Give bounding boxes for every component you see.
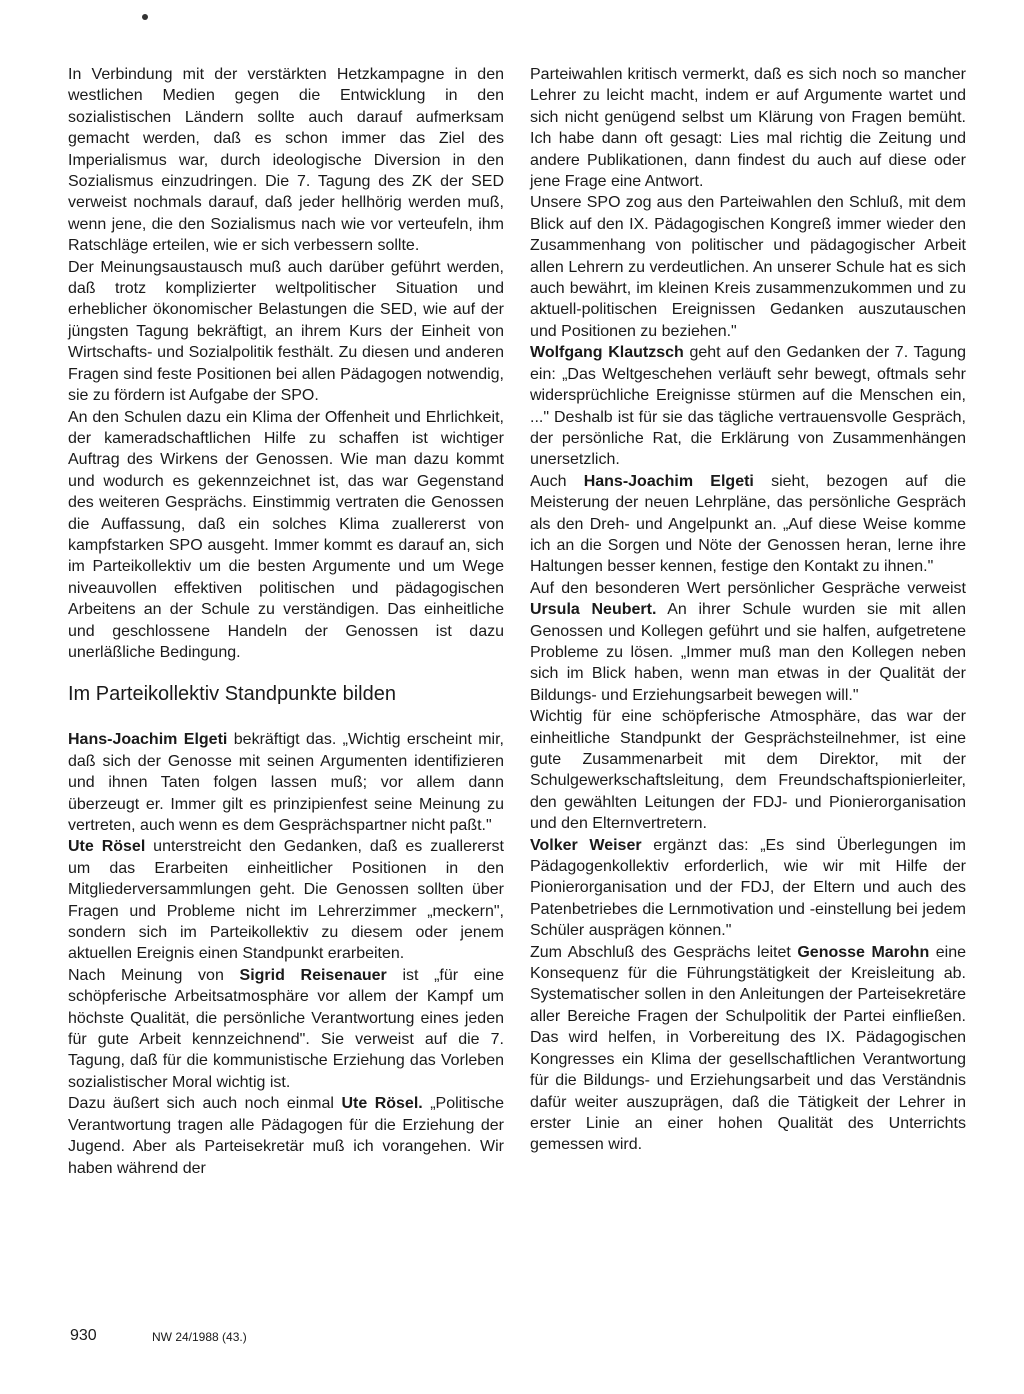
paragraph-text: sieht, bezogen auf die Meisterung der neuen Lehrpläne, das persönliche Gespräch als den Dreh- und Angelpunkt an. „Auf diese Weise komme ich an die Sorgen und Nöte der Genossen heran, lerne ihre Haltungen besser kennen, festige den Kontakt zu ihnen." (530, 472, 966, 576)
paragraph (68, 1093, 504, 1179)
speaker-name: Ute Rösel. (341, 1095, 423, 1113)
paragraph-text: ergänzt das: „Es sind Überlegungen im Pädagogenkollektiv erforderlich, wie wir mit Hilfe der Pionierorganisation und der FDJ, der Eltern und auch des Patenbetriebes die Lernmotivation und -einstellung bei jedem Schüler ausprägen können." (530, 836, 966, 940)
paragraph (68, 729, 504, 836)
speaker-name: Genosse Marohn (797, 943, 930, 961)
paragraph: In Verbindung mit der verstärkten Hetzkampagne in den westlichen Medien gegen die Entwicklung in den sozialistischen Ländern sollte auch darauf aufmerksam gemacht werden, daß es schon immer das Ziel des Imperialismus war, durch ideologische Diversion in den Sozialismus einzudringen. Die 7. Tagung des ZK der SED verweist nochmals darauf, daß jeder hellhörig werden muß, wenn jene, die den Sozialismus nach wie vor verteufeln, ihm Ratschläge erteilen, wie er sich verbessern sollte. (68, 66, 504, 255)
speaker-name: Sigrid Reisenauer (239, 966, 387, 984)
speaker-name: Ute Rösel (68, 838, 146, 856)
paragraph-text: bekräftigt das. „Wichtig erscheint mir, daß sich der Genosse mit seinen Argumenten identifizieren und ihnen Taten folgen lassen muß; vor allem dann überzeugt er. Immer gilt es prinzipienfest seine Meinung zu vertreten, auch wenn es dem Gesprächspartner nicht paßt." (68, 731, 504, 834)
paragraph-text: Nach Meinung von (68, 966, 240, 984)
paragraph: Der Meinungsaustausch muß auch darüber geführt werden, daß trotz komplizierter weltpolitischer Situation und erheblicher ökonomischer Belastungen die SED, wie auf der jüngsten Tagung bekräftigt, an ihrem Kurs der Einheit von Wirtschafts- und Sozialpolitik festhält. Zu diesen und anderen Fragen sind feste Positionen bei allen Pädagogen notwendig, sie zu fördern ist Aufgabe der SPO. (68, 258, 504, 405)
paragraph (530, 835, 966, 942)
paragraph-text: Dazu äußert sich auch noch einmal (68, 1095, 342, 1113)
paragraph-text: Auch (530, 472, 584, 490)
speaker-name: Volker Weiser (530, 836, 642, 854)
speaker-name: Hans-Joachim Elgeti (583, 472, 754, 490)
paragraph-text: Zum Abschluß des Gesprächs leitet (530, 943, 798, 961)
paragraph: An den Schulen dazu ein Klima der Offenheit und Ehrlichkeit, der kameradschaftlichen Hilfe zu schaffen ist wichtiger Auftrag des Wirkens der Genossen. Wie man dazu kommt und wodurch es gekennzeichnet ist, das war Gegenstand des weiteren Gesprächs. Einstimmig vertraten die Genossen die Auffassung, daß ein solches Klima zuallererst von kampfstarken SPO ausgeht. Immer kommt es darauf an, sich im Parteikollektiv um die besten Argumente und um Wege niveauvollen effektiven politischen und pädagogischen Arbeitens an der Schule zu verständigen. Das einheitliche und geschlossene Handeln der Genossen ist dazu unerläßliche Bedingung. (68, 408, 504, 661)
speaker-name: Hans-Joachim Elgeti (68, 731, 228, 749)
paragraph-text: ist „für eine schöpferische Arbeitsatmosphäre vor allem der Kampf um höchste Qualität, die persönliche Verantwortung eines jeden für gute Arbeit kennzeichnend". Sie verweist auf die 7. Tagung, daß für die kommunistische Erziehung das Vorleben sozialistischer Moral wichtig ist. (68, 966, 505, 1091)
paragraph-text: Auf den besonderen Wert persönlicher Gespräche verweist (530, 579, 966, 597)
paragraph (530, 471, 966, 578)
paragraph-text: eine Konsequenz für die Führungstätigkeit der Kreisleitung ab. Systematischer sollen in den Anleitungen der Parteisekretäre aller Bereiche Fragen der Schulpolitik der Partei einfließen. Das wird helfen, in Vorbereitung des IX. Pädagogischen Kongresses ein Klima der gesellschaftlichen Verantwortung für die Bildungs- und Erziehungsarbeit und das Verständnis dafür weiter auszuprägen, daß die Tätigkeit der Lehrer in erster Linie an einer hohen Qualität des Unterrichts gemessen wird. (530, 943, 966, 1154)
paragraph-text: geht auf den Gedanken der 7. Tagung ein: „Das Weltgeschehen verläuft sehr bewegt, oftmals sehr widersprüchliche Ereignisse stürmen auf die Menschen ein, ..." Deshalb ist für sie das tägliche vertrauensvolle Gespräch, der persönliche Rat, die Erklärung von Zusammenhängen unersetzlich. (530, 344, 967, 469)
paragraph-text: unterstreicht den Gedanken, daß es zuallererst um das Erarbeiten einheitlicher Positionen in den Mitgliederversammlungen geht. Die Genossen sollten über Fragen und Probleme nicht im Lehrerzimmer „meckern", sondern sich im Parteikollektiv zu diesem oder jenem aktuellen Ereignis einen Standpunkt erarbeiten. (68, 838, 504, 963)
section-heading: Im Parteikollektiv Standpunkte bilden (68, 683, 396, 706)
paragraph (530, 942, 966, 1156)
paragraph-text: An ihrer Schule wurden sie mit allen Genossen und Kollegen geführt und sie halfen, aufgetretene Probleme zu lösen. „Immer muß man den Kollegen neben sich im Blick haben, wenn man etwas in der Qualität der Bildungs- und Erziehungsarbeit bewegen will." (530, 601, 967, 704)
journal-reference: NW 24/1988 (43.) (152, 1330, 247, 1344)
paragraph (530, 578, 966, 706)
speaker-name: Ursula Neubert. (530, 601, 657, 619)
paragraph (530, 342, 966, 470)
right-column (530, 64, 966, 1156)
paragraph: Wichtig für eine schöpferische Atmosphäre, das war der einheitliche Standpunkt der Gesprächsteilnehmer, ist eine gute Zusammenarbeit mit dem Direktor, mit der Schulgewerkschaftsleitung, dem Freundschaftspionierleiter, den gewählten Leitungen der FDJ- und Pionierorganisation und den Elternvertretern. (530, 708, 966, 833)
paragraph (68, 965, 504, 1093)
left-column (68, 64, 504, 1179)
speaker-name: Wolfgang Klautzsch (530, 344, 684, 362)
paragraph-text: „Politische Verantwortung tragen alle Pädagogen für die Erziehung der Jugend. Aber als Parteisekretär muß ich vorangehen. Wir haben während der (68, 1095, 504, 1177)
page-number: 930 (70, 1327, 97, 1344)
paragraph: Unsere SPO zog aus den Parteiwahlen den Schluß, mit dem Blick auf den IX. Pädagogischen Kongreß immer wieder den Zusammenhang von politischer und pädagogischer Arbeit allen Lehrern zu verdeutlichen. An unserer Schule hat es sich auch bewährt, im kleinen Kreis zusammenzukommen und zu aktuell-politischen Ereignissen Gedanken auszutauschen und Positionen zu beziehen." (530, 194, 966, 340)
paragraph: Parteiwahlen kritisch vermerkt, daß es sich noch so mancher Lehrer zu leicht macht, indem er auf Argumente wartet und sich nicht genügend selbst um Klärung von Fragen bemüht. Ich habe dann oft gesagt: Lies mal richtig die Zeitung und andere Publikationen, dann findest du auch auf diese oder jene Frage eine Antwort. (530, 66, 966, 191)
paragraph (68, 836, 504, 964)
ink-dot (142, 14, 148, 20)
